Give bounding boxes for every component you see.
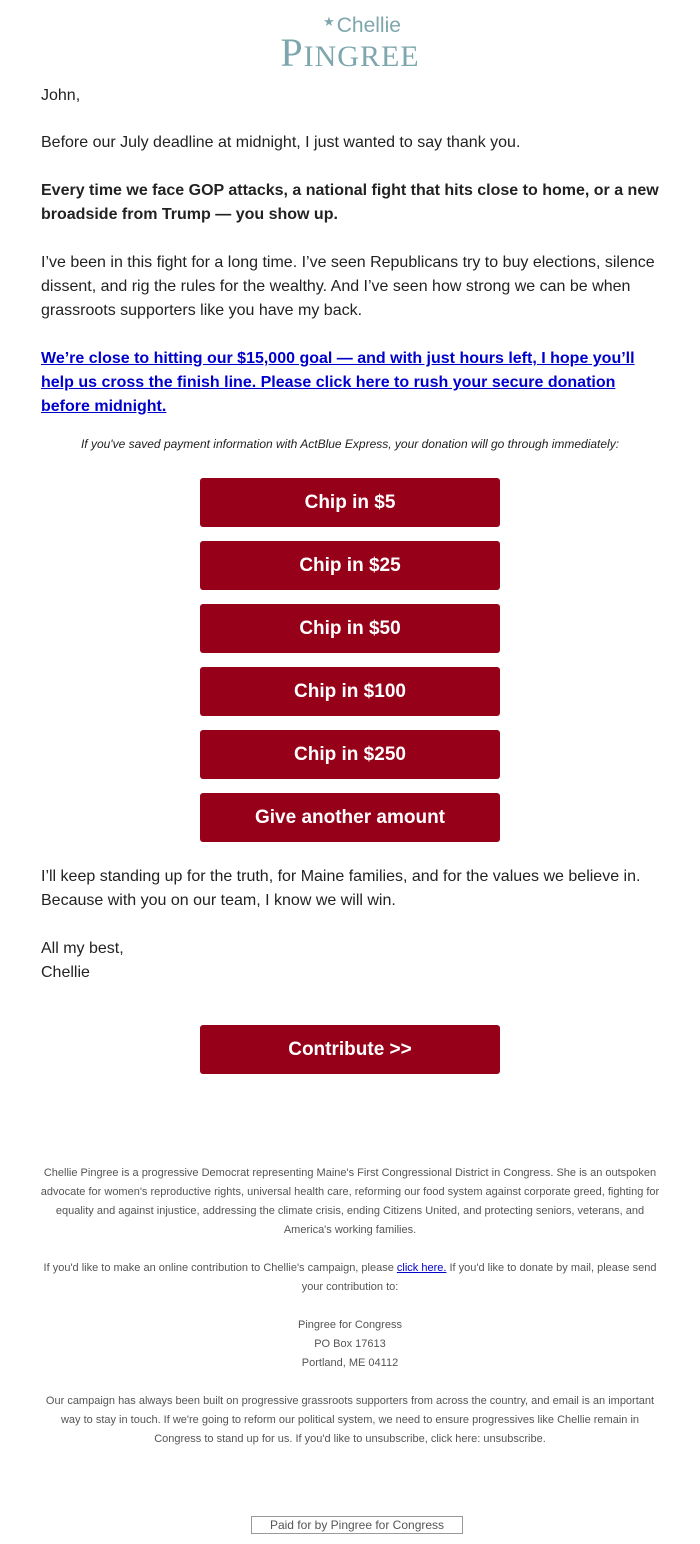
give-another-amount-button[interactable]: Give another amount [200, 793, 500, 842]
footer-contribute-post: If you'd like to donate by mail, please send your contribution to: [301, 1262, 657, 1293]
paragraph-bold-text: Every time we face GOP attacks, a national fight that hits close to home, or a new broadside from Trump — you show up. [41, 182, 659, 223]
star-icon: ★ [323, 14, 335, 29]
paid-for-disclaimer: Paid for by Pingree for Congress [251, 1516, 463, 1534]
contribute-button[interactable]: Contribute >> [200, 1025, 500, 1074]
footer-contribute [40, 1259, 660, 1297]
footer-about: Chellie Pingree is a progressive Democrat representing Maine's First Congressional District in Congress. She is an outspoken advocate for women's reproductive rights, universal health care, reforming our food system against corporate greed, fighting for equality and against injustice, addressing the climate crisis, ending Citizens United, and protecting seniors, veterans, and America's working families. [40, 1167, 660, 1236]
address-city: Portland, ME 04112 [301, 1357, 399, 1369]
address-name: Pingree for Congress [298, 1319, 402, 1331]
footer-email-note-text: Our campaign has always been built on progressive grassroots supporters from across the country, and email is an important way to stay in touch. If we're going to reform our political system, we need to ensure progressives like Chellie remain in Congress to stand up for us. If you'd like to unsubscribe, click here: [45, 1395, 655, 1445]
chip-in-25-button[interactable]: Chip in $25 [200, 541, 500, 590]
salutation-text: John, [41, 87, 81, 104]
paragraph-fight-text: I’ve been in this fight for a long time. I’ve seen Republicans try to buy elections, silence dissent, and rig the rules for the wealthy. And I’ve seen how strong we can be when grassroots supporters like you have my back. [41, 254, 655, 319]
logo-last-name-rest: INGREE [303, 40, 420, 73]
footer-email-note [40, 1392, 660, 1449]
footer-click-here-link[interactable]: click here. [396, 1262, 447, 1274]
express-note: If you've saved payment information with ActBlue Express, your donation will go through immediately: [80, 437, 620, 451]
unsubscribe-link[interactable]: unsubscribe. [483, 1433, 546, 1445]
paragraph-closing-text: I’ll keep standing up for the truth, for Maine families, and for the values we believe in. Because with you on our team, I know we will win. [41, 868, 641, 909]
chip-in-250-button[interactable]: Chip in $250 [200, 730, 500, 779]
signature: Chellie [41, 964, 90, 981]
paragraph-thanks-text: Before our July deadline at midnight, I just wanted to say thank you. [41, 134, 521, 151]
logo-initial: P [280, 30, 304, 75]
footer-contribute-pre: If you'd like to make an online contribution to Chellie's campaign, please [43, 1262, 397, 1274]
signoff [41, 937, 661, 985]
donate-link[interactable]: We’re close to hitting our $15,000 goal — and with just hours left, I hope you’ll help us cross the finish line. Please click here to rush your secure donation before midnight. [41, 350, 635, 415]
chip-in-100-button[interactable]: Chip in $100 [200, 667, 500, 716]
address-po-box: PO Box 17613 [314, 1338, 386, 1350]
signoff-text: All my best, [41, 940, 124, 957]
paragraph-fight [41, 251, 661, 323]
paragraph-bold [41, 179, 661, 227]
logo-top-line [24, 10, 700, 38]
chip-in-5-button[interactable]: Chip in $5 [200, 478, 500, 527]
salutation [41, 84, 661, 108]
logo-last-name [0, 30, 700, 75]
logo-first-name: Chellie [336, 14, 401, 37]
paragraph-thanks [41, 131, 661, 155]
paragraph-closing [41, 865, 661, 913]
mailing-address [40, 1316, 660, 1373]
cta-paragraph [41, 347, 661, 419]
chip-in-50-button[interactable]: Chip in $50 [200, 604, 500, 653]
logo [0, 10, 700, 75]
